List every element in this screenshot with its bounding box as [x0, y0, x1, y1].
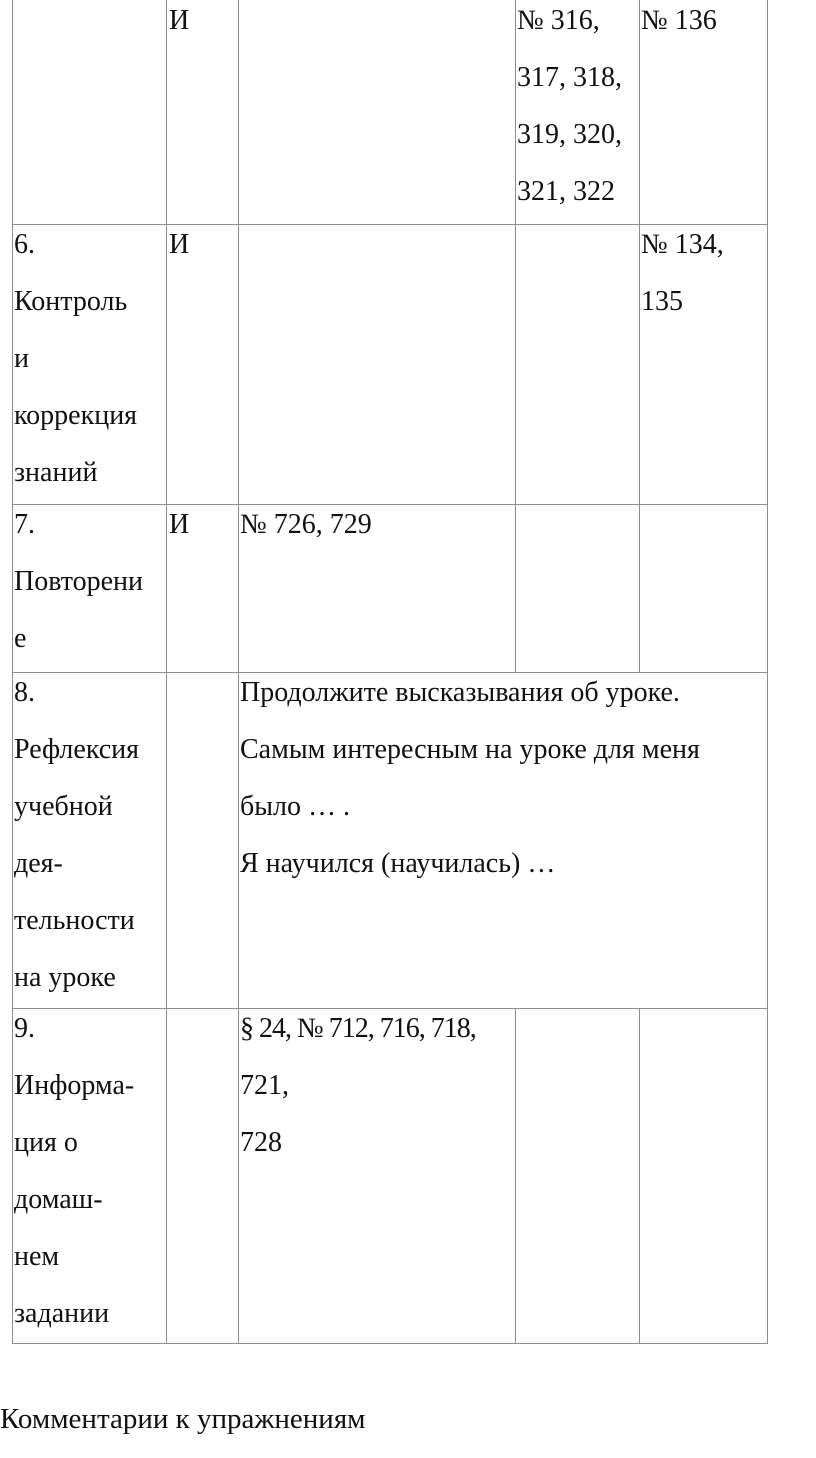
cell-line: № 316,: [517, 5, 600, 36]
reflection-cell: [240, 664, 700, 892]
cell-line: ция о: [14, 1127, 78, 1158]
cell-line: 321, 322: [517, 176, 615, 207]
column-divider: [515, 0, 516, 673]
column-divider: [639, 0, 640, 673]
cell-line: тельности: [14, 905, 135, 936]
cell-line: 8.: [14, 677, 35, 708]
exercises-cell: [240, 496, 372, 553]
cell-line: Повторени: [14, 566, 144, 597]
cell-line: Самым интересным на уроке для меня: [240, 734, 700, 765]
stage-cell: [14, 664, 139, 1006]
cell-line: знаний: [14, 457, 98, 488]
stage-cell: [14, 1000, 164, 1342]
cell-line: Рефлексия: [14, 734, 140, 765]
cell-line: № 134,: [641, 229, 724, 260]
stage-cell: [14, 216, 137, 501]
column-divider: [639, 1008, 640, 1344]
cell-line: задании: [14, 1298, 110, 1329]
section-heading: Комментарии к упражнениям: [0, 1403, 366, 1435]
cell-line: 6.: [14, 229, 35, 260]
exercises-cell: [517, 0, 622, 220]
cell-line: № 726, 729: [240, 509, 372, 540]
cell-line: 721,: [240, 1070, 289, 1101]
column-divider: [238, 0, 239, 1344]
cell-line: Информа-: [14, 1070, 135, 1101]
cell-line: было … .: [240, 791, 351, 822]
cell-line: е: [14, 623, 27, 654]
form-cell: И: [169, 229, 190, 260]
cell-line: 135: [641, 286, 683, 317]
cell-line: учебной: [14, 791, 113, 822]
cell-line: Контроль: [14, 286, 128, 317]
cell-line: 728: [240, 1127, 282, 1158]
stage-cell: [14, 496, 143, 667]
cell-line: коррекция: [14, 400, 138, 431]
exercises-cell: [641, 216, 765, 330]
column-divider: [166, 0, 167, 1344]
cell-line: Я научился (научилась) …: [240, 848, 556, 879]
exercises-cell: [240, 1000, 476, 1171]
cell-line: № 136: [641, 5, 717, 36]
cell-line: домаш-: [14, 1184, 103, 1215]
cell-line: 319, 320,: [517, 119, 622, 150]
exercises-cell: [641, 0, 717, 49]
form-cell: И: [169, 5, 190, 36]
table-bottom-border: [12, 1343, 768, 1344]
table-left-border: [12, 0, 13, 1344]
cell-line: и: [14, 343, 29, 374]
cell-line: дея-: [14, 848, 63, 879]
cell-line: нем: [14, 1241, 60, 1272]
cell-line: § 24, № 712, 716, 718,: [240, 1013, 476, 1044]
cell-line: 317, 318,: [517, 62, 622, 93]
table-right-border: [767, 0, 768, 1344]
form-cell: И: [169, 509, 190, 540]
cell-line: на уроке: [14, 962, 116, 993]
cell-line: 7.: [14, 509, 35, 540]
cell-line: 9.: [14, 1013, 35, 1044]
column-divider: [515, 1008, 516, 1344]
cell-line: Продолжите высказывания об уроке.: [240, 677, 680, 708]
